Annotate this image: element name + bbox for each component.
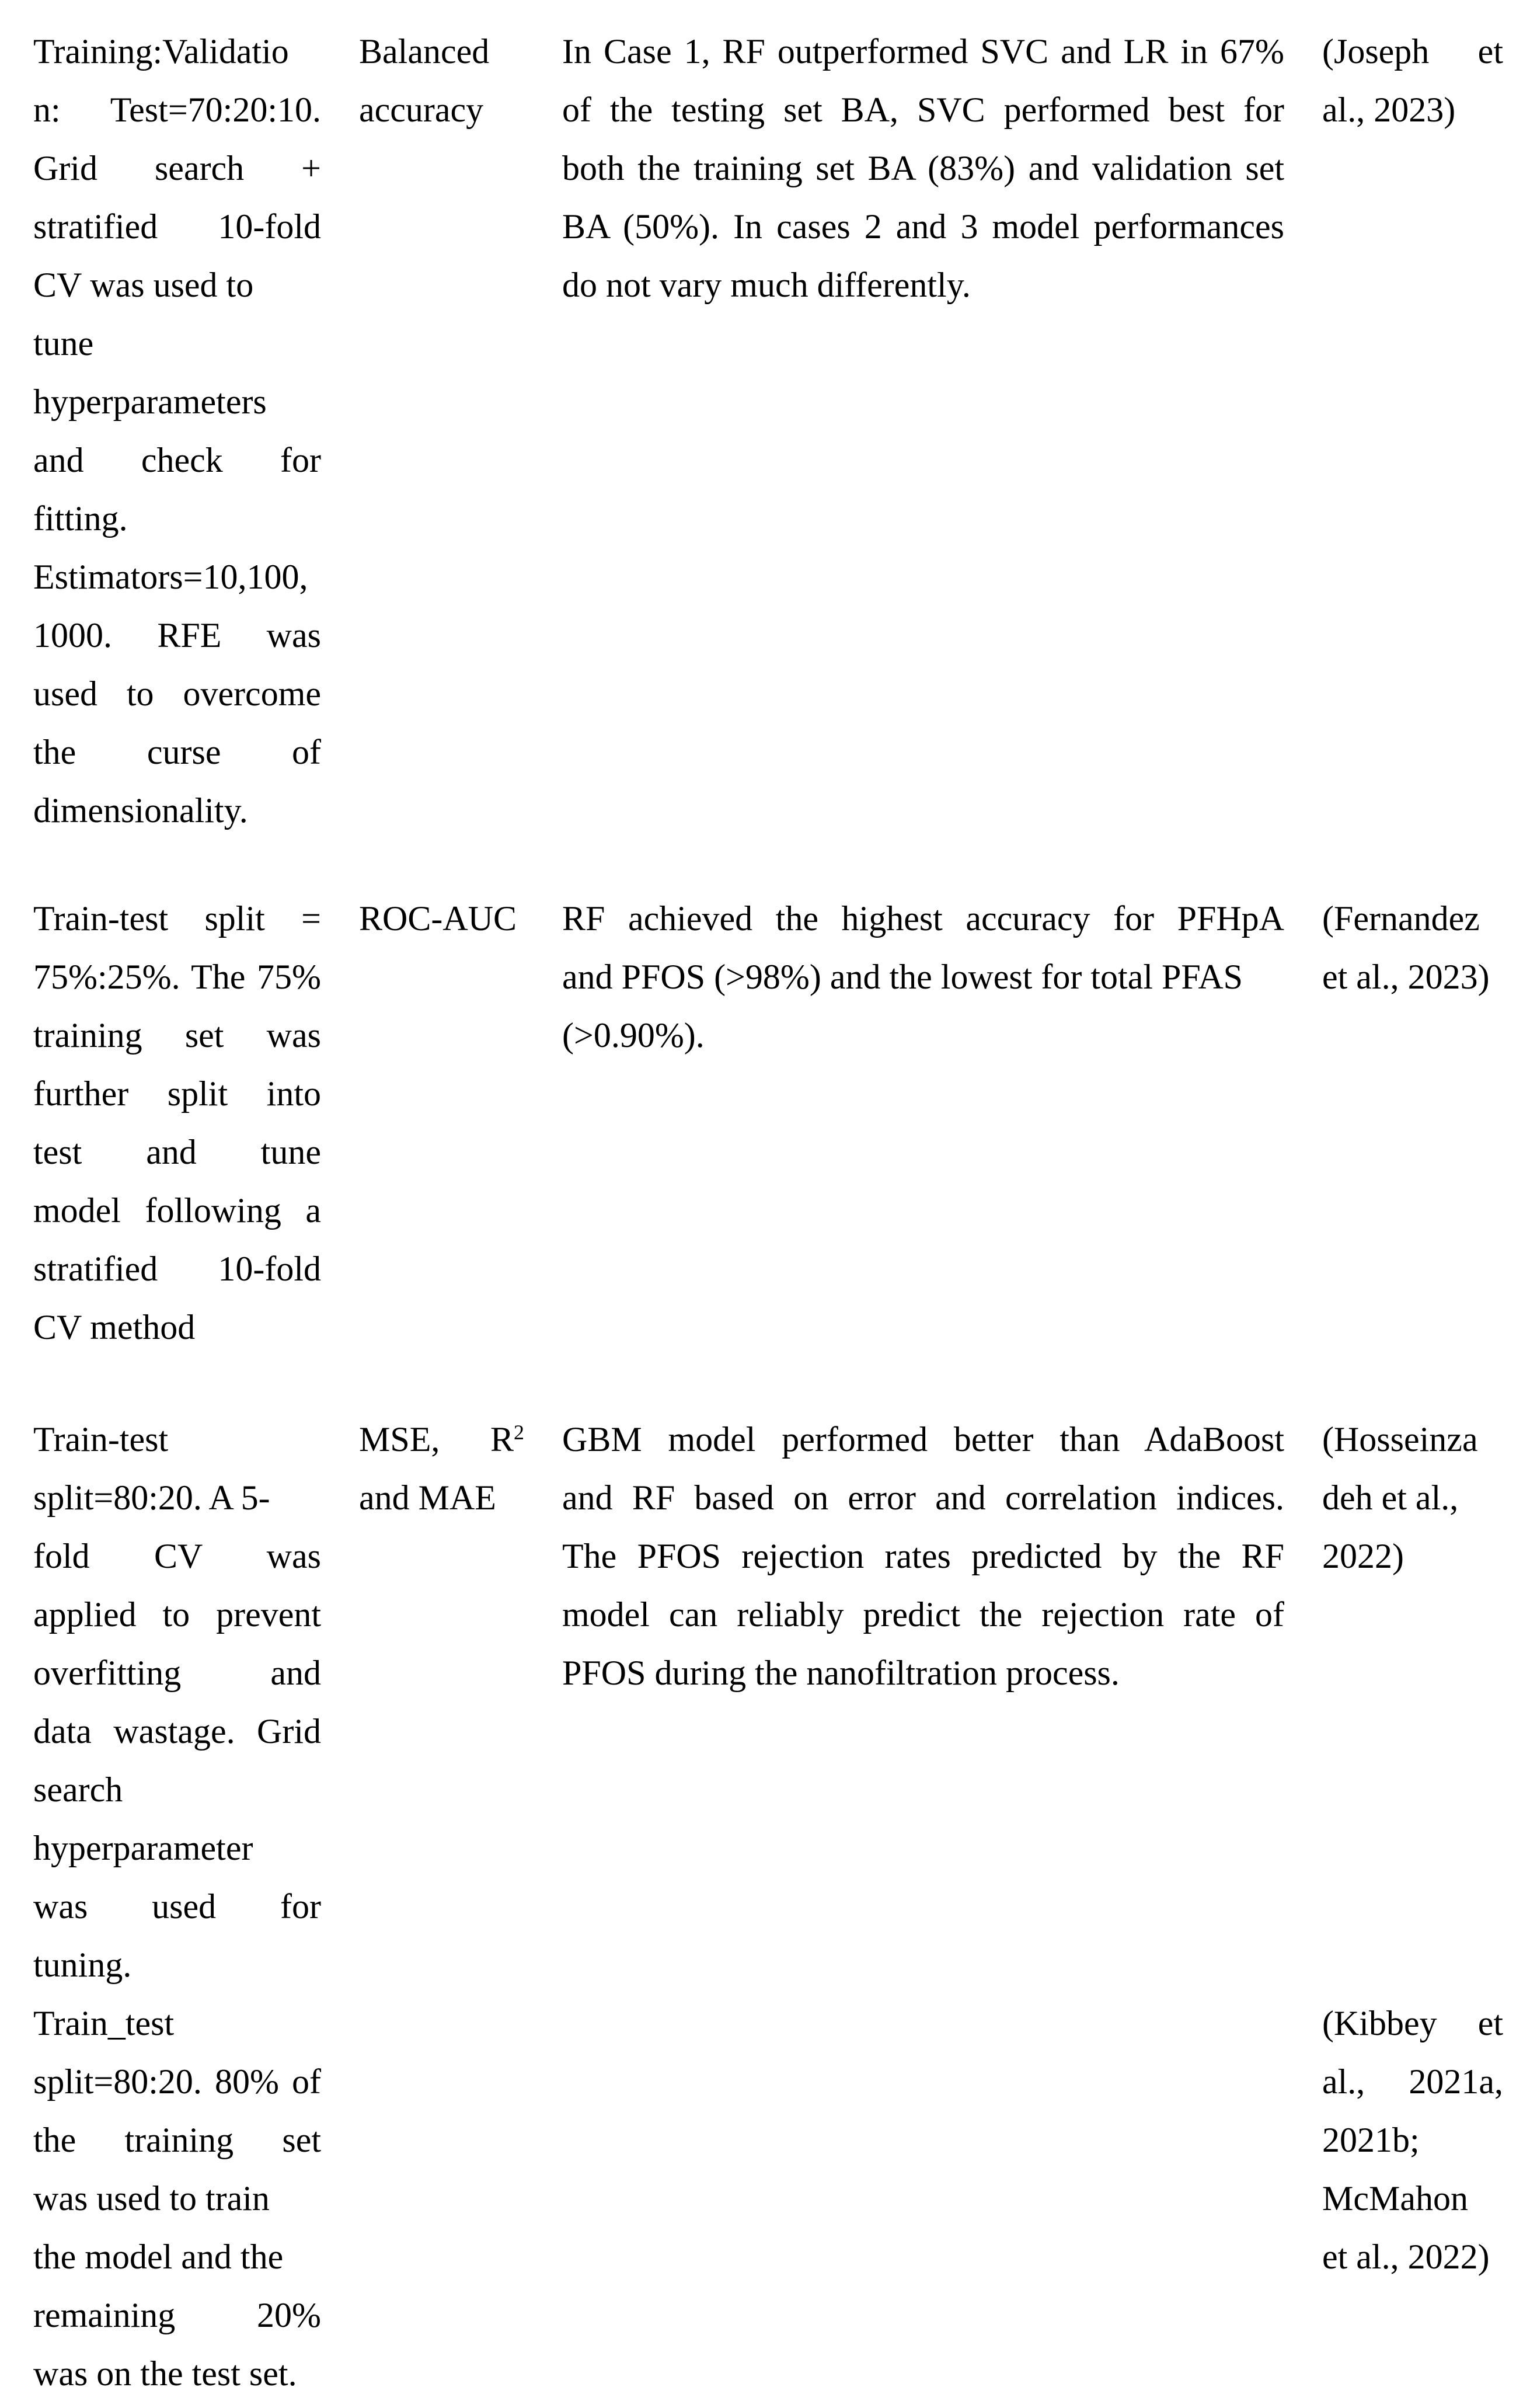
text-line: n: Test=70:20:10. (33, 91, 321, 129)
reference-cell (1322, 22, 1503, 139)
text-line: further split into (33, 1074, 321, 1113)
text-line: McMahon (1322, 2179, 1468, 2218)
text-line: Estimators=10,100, (33, 558, 308, 596)
text-line: model can reliably predict the rejection rate of (562, 1595, 1284, 1634)
text-line: In Case 1, RF outperformed SVC and LR in 67% (562, 32, 1284, 71)
text-line: Train-test (33, 1420, 169, 1459)
text-line: dimensionality. (33, 791, 248, 830)
text-line: deh et al., (1322, 1478, 1459, 1517)
text-line: used to overcome (33, 674, 321, 713)
text-line: (Joseph et (1322, 32, 1503, 71)
text-line: 75%:25%. The 75% (33, 958, 321, 996)
text-line: Train-test split = (33, 899, 321, 938)
text-line: et al., 2023) (1322, 958, 1490, 996)
metric-cell (359, 889, 524, 948)
text-line: (Fernandez (1322, 899, 1480, 938)
text-line: tune (33, 324, 94, 363)
text-line: hyperparameters (33, 382, 267, 421)
text-line: stratified 10-fold (33, 207, 321, 246)
validation-cell (33, 1410, 321, 1994)
text-line: do not vary much differently. (562, 266, 971, 304)
text-line: fitting. (33, 499, 128, 538)
text-line: accuracy (359, 91, 484, 129)
text-line: was used for (33, 1887, 321, 1926)
text-line: stratified 10-fold (33, 1250, 321, 1288)
text-line: search (33, 1770, 123, 1809)
superscript: 2 (514, 1421, 524, 1445)
text-line: al., 2021a, (1322, 2062, 1503, 2101)
text-line: training set was (33, 1016, 321, 1055)
text-line: split=80:20. A 5- (33, 1478, 270, 1517)
text-line: and check for (33, 441, 321, 479)
reference-cell (1322, 1994, 1503, 2286)
reference-cell (1322, 889, 1503, 1006)
metric-cell (359, 22, 524, 139)
findings-cell (562, 22, 1284, 314)
text-line: split=80:20. 80% of (33, 2062, 321, 2101)
text-line: The PFOS rejection rates predicted by the RF (562, 1537, 1284, 1575)
text-line: the training set (33, 2121, 321, 2159)
text-line: fold CV was (33, 1537, 321, 1575)
text-line: (Kibbey et (1322, 2004, 1503, 2042)
text-line: was used to train (33, 2179, 270, 2218)
validation-cell (33, 889, 321, 1356)
text-line: the model and the (33, 2238, 284, 2276)
text-line: 1000. RFE was (33, 616, 321, 655)
text-line: Grid search + (33, 149, 321, 187)
text-line: hyperparameter (33, 1829, 253, 1867)
text-line (359, 1410, 524, 1469)
reference-cell (1322, 1410, 1503, 1585)
findings-cell (562, 1410, 1284, 1702)
text-line: PFOS during the nanofiltration process. (562, 1654, 1120, 1692)
text-line: Training:Validatio (33, 32, 289, 71)
text-line: remaining 20% (33, 2296, 321, 2334)
text-line: of the testing set BA, SVC performed best for (562, 91, 1284, 129)
text-line: CV method (33, 1308, 196, 1346)
text-line: ROC-AUC (359, 899, 517, 938)
text-line: CV was used to (33, 266, 254, 304)
metric-cell (359, 1410, 524, 1527)
text-line: and MAE (359, 1478, 496, 1517)
text-line: 2022) (1322, 1537, 1404, 1575)
text-line: (>0.90%). (562, 1016, 705, 1055)
text-line: both the training set BA (83%) and validation set (562, 149, 1284, 187)
text-line: data wastage. Grid (33, 1712, 321, 1751)
text-line: the curse of (33, 733, 321, 771)
text-line: applied to prevent (33, 1595, 321, 1634)
text-line: and RF based on error and correlation indices. (562, 1478, 1284, 1517)
text-line: RF achieved the highest accuracy for PFHpA (562, 899, 1284, 938)
text-line: Train_test (33, 2004, 175, 2042)
validation-cell (33, 1994, 321, 2403)
text-line: 2021b; (1322, 2121, 1420, 2159)
text-line: al., 2023) (1322, 91, 1456, 129)
findings-cell (562, 889, 1284, 1064)
text-line: and PFOS (>98%) and the lowest for total PFAS (562, 958, 1243, 996)
text-line: GBM model performed better than AdaBoost (562, 1420, 1284, 1459)
validation-cell (33, 22, 321, 840)
text-line: test and tune (33, 1133, 321, 1171)
text-line: overfitting and (33, 1654, 321, 1692)
text-line: was on the test set. (33, 2354, 297, 2393)
text-line: et al., 2022) (1322, 2238, 1490, 2276)
text-line: (Hosseinza (1322, 1420, 1478, 1459)
metric-text: MSE, R (359, 1420, 514, 1459)
text-line: Balanced (359, 32, 490, 71)
text-line: model following a (33, 1191, 321, 1230)
text-line: tuning. (33, 1946, 132, 1984)
text-line: BA (50%). In cases 2 and 3 model performances (562, 207, 1284, 246)
